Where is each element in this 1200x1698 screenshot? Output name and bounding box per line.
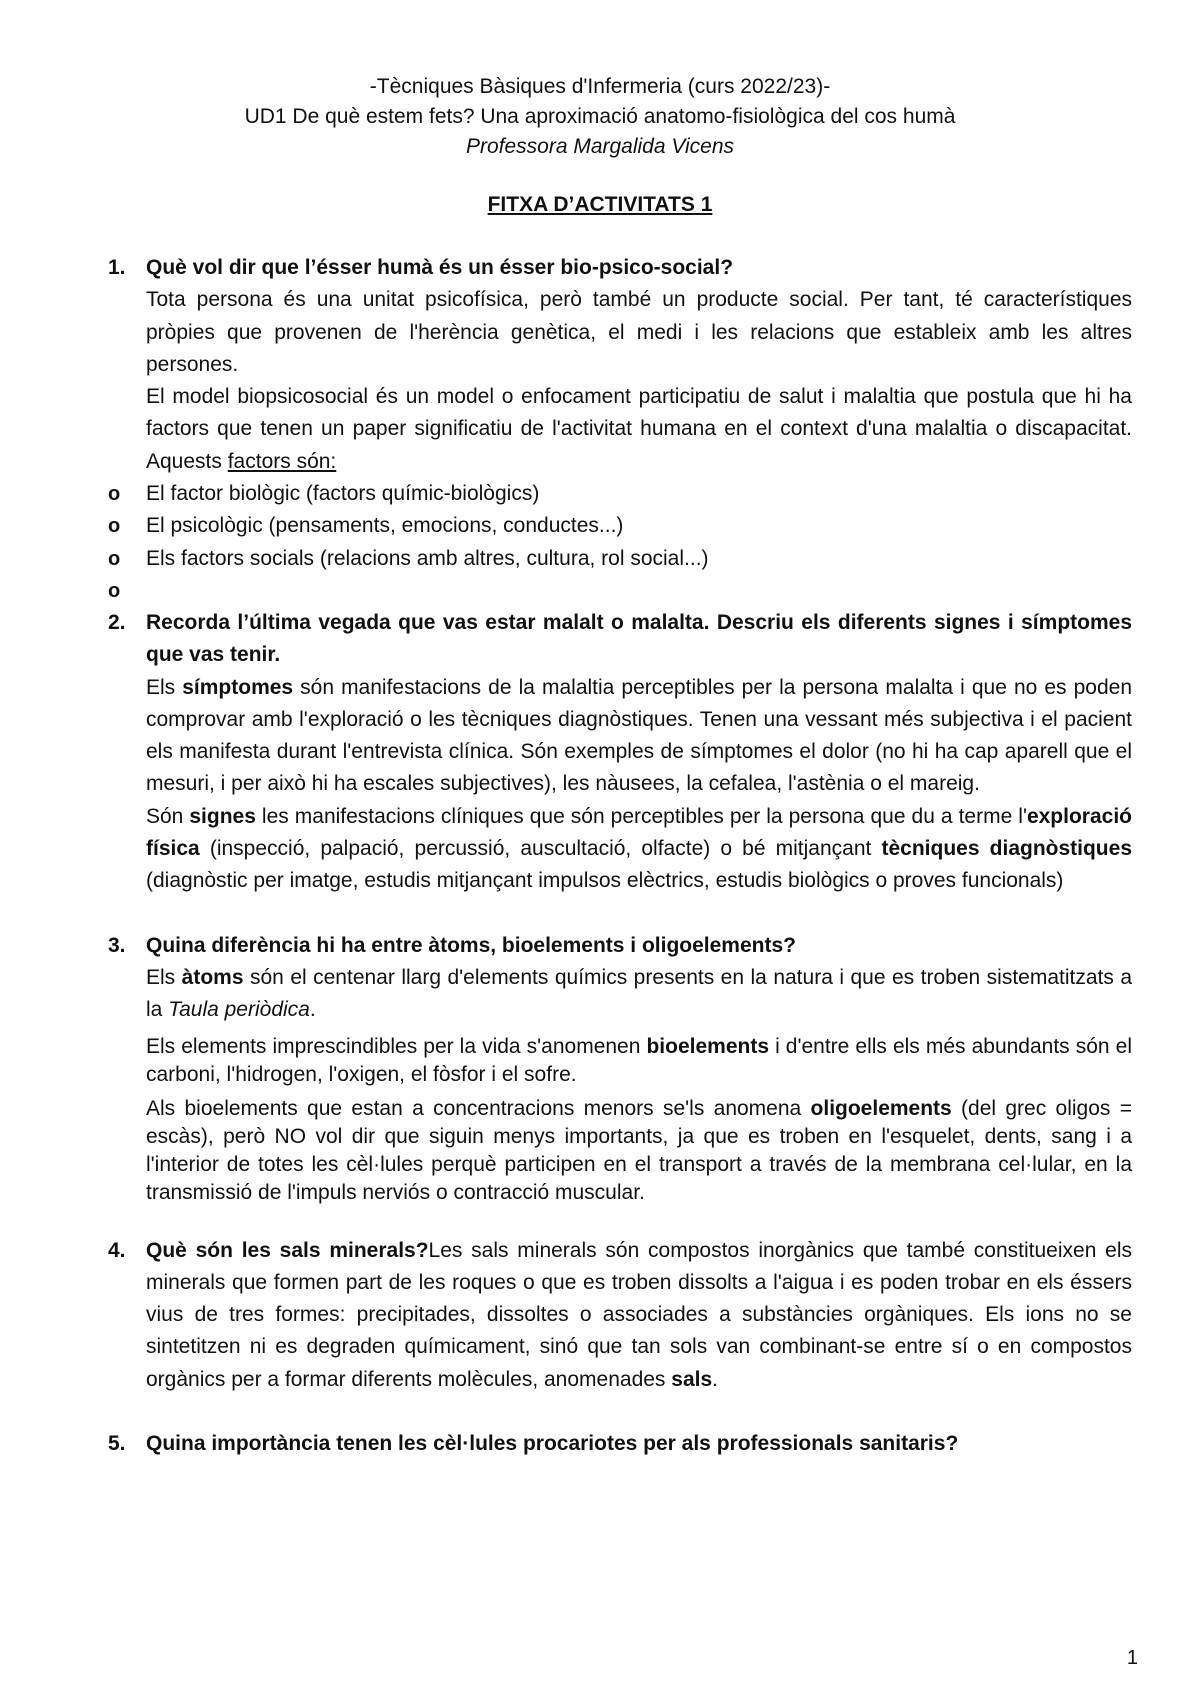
- bold-text: sals: [671, 1367, 713, 1391]
- underlined-text: factors són:: [227, 449, 337, 473]
- list-item: [108, 478, 1132, 510]
- answer-paragraph: [146, 381, 1132, 478]
- bullet-icon: o: [108, 483, 121, 506]
- question-number: 5.: [108, 1432, 126, 1456]
- list-item-text: El psicològic (pensaments, emocions, conductes...): [146, 514, 624, 538]
- text-run: (del grec oligos = escàs), però NO vol dir que siguin menys importants, ja que es troben en l'esquelet, dents, sang i a l'interior de totes les cèl·lules perquè participen en el transport a través de la membrana cel·lular, en la transmissió de l'impuls nerviós o contracció muscular.: [146, 1096, 1132, 1204]
- question-2: [108, 607, 1132, 898]
- document-header: [0, 72, 1200, 162]
- unit-line: UD1 De què estem fets? Una aproximació anatomo-fisiològica del cos humà: [244, 105, 956, 128]
- spacer: [146, 898, 1132, 930]
- bold-text: oligoelements: [810, 1096, 952, 1120]
- text-run: són manifestacions de la malaltia perceptibles per la persona malalta i que no es poden comprovar amb l'exploració o les tècniques diagnòstiques. Tenen una vessant més subjectiva i el pacient els manifesta durant l'entrevista clínica. Són exemples de símptomes el dolor (no hi ha cap aparell que el mesuri, i per això hi ha escales subjectives), les nàusees, la cefalea, l'astènia o el mareig.: [146, 675, 1132, 796]
- question-text: Quina diferència hi ha entre àtoms, bioelements i oligoelements?: [146, 933, 796, 957]
- bold-text: símptomes: [182, 675, 294, 699]
- bullet-icon: o: [108, 515, 121, 538]
- list-item: [108, 510, 1132, 542]
- question-text: Què són les sals minerals?: [146, 1238, 429, 1262]
- question-5: [108, 1428, 1132, 1460]
- text-run: Els: [146, 965, 182, 989]
- answer-paragraph: Tota persona és una unitat psicofísica, però també un producte social. Per tant, té característiques pròpies que provenen de l'herència genètica, el medi i les relacions que estableix amb les altres persones.: [146, 288, 1132, 376]
- question-3: [108, 930, 1133, 1207]
- course-line: -Tècniques Bàsiques d'Infermeria (curs 2022/23)-: [369, 75, 831, 98]
- page-title: FITXA D’ACTIVITATS 1: [487, 193, 713, 216]
- text-run: les manifestacions clíniques que són perceptibles per la persona que du a terme l': [255, 804, 1027, 828]
- question-4: [108, 1235, 1132, 1396]
- text-run: El model biopsicosocial és un model o enfocament participatiu de salut i malaltia que postula que hi ha factors que tenen un paper significatiu de l'activitat humana en el context d'una malaltia o discapacitat. Aquests: [146, 385, 1132, 473]
- text-run: i d'entre ells els més abundants són el carboni, l'hidrogen, l'oxigen, el fòsfor i el sofre.: [146, 1034, 1132, 1086]
- answer-paragraph: [146, 672, 1132, 801]
- text-run: Les sals minerals són compostos inorgànics que també constitueixen els minerals que formen part de les roques o que es troben dissolts a l'aigua i es poden trobar en els éssers vius de tres formes: precipitades, dissoltes o associades a substàncies orgàniques. Els ions no se sintetitzen ni es degraden químicament, sinó que tan sols van combinant-se entre sí o en compostos orgànics per a formar diferents molècules, anomenades: [146, 1238, 1132, 1391]
- activity-list: [108, 252, 1133, 1460]
- bold-text: exploració física: [146, 804, 1132, 861]
- text-run: (inspecció, palpació, percussió, auscultació, olfacte) o bé mitjançant: [199, 837, 882, 861]
- text-run: (diagnòstic per imatge, estudis mitjançant impulsos elèctrics, estudis biològics o proves funcionals): [146, 869, 1064, 893]
- question-text: Quina importància tenen les cèl·lules procariotes per als professionals sanitaris?: [146, 1432, 959, 1456]
- text-run: .: [309, 998, 316, 1022]
- question-text: Què vol dir que l’ésser humà és un ésser bio-psico-social?: [146, 256, 734, 279]
- text-run: Els elements imprescindibles per la vida s'anomenen: [146, 1034, 647, 1058]
- text-run: Els: [146, 675, 183, 699]
- spacer: [146, 1207, 1132, 1235]
- question-number: 2.: [108, 610, 126, 634]
- answer-paragraph: [146, 1235, 1132, 1396]
- question-number: 4.: [108, 1238, 126, 1262]
- bold-text: àtoms: [181, 965, 244, 989]
- answer-paragraph: [146, 1095, 1132, 1207]
- bold-text: bioelements: [646, 1034, 770, 1058]
- question-1: [108, 252, 1132, 607]
- list-item-text: El factor biològic (factors químic-biològics): [146, 482, 540, 506]
- answer-paragraph: [146, 1033, 1132, 1089]
- bullet-icon: o: [108, 579, 121, 602]
- question-text: Recorda l’última vegada que vas estar malalt o malalta. Descriu els diferents signes i símptomes que vas tenir.: [146, 610, 1132, 667]
- spacer: [146, 1396, 1132, 1428]
- bold-text: tècniques diagnòstiques: [881, 837, 1132, 861]
- text-run: .: [712, 1367, 718, 1391]
- page-number: 1: [1126, 1647, 1138, 1669]
- text-run: Són: [146, 804, 190, 828]
- list-item: [108, 575, 1132, 607]
- italic-text: Taula periòdica: [168, 998, 310, 1022]
- text-run: són el centenar llarg d'elements químics presents en la natura i que es troben sistematitzats a la: [146, 965, 1133, 1022]
- bullet-icon: o: [108, 547, 121, 570]
- list-item: [108, 543, 1132, 575]
- question-number: 1.: [108, 256, 126, 279]
- answer-paragraph: [146, 962, 1132, 1027]
- answer-paragraph: [146, 801, 1132, 898]
- list-item-text: Els factors socials (relacions amb altres, cultura, rol social...): [146, 546, 709, 570]
- teacher-line: Professora Margalida Vicens: [465, 135, 735, 158]
- bold-text: signes: [189, 804, 256, 828]
- text-run: Als bioelements que estan a concentracions menors se'ls anomena: [146, 1096, 811, 1120]
- question-number: 3.: [108, 933, 126, 957]
